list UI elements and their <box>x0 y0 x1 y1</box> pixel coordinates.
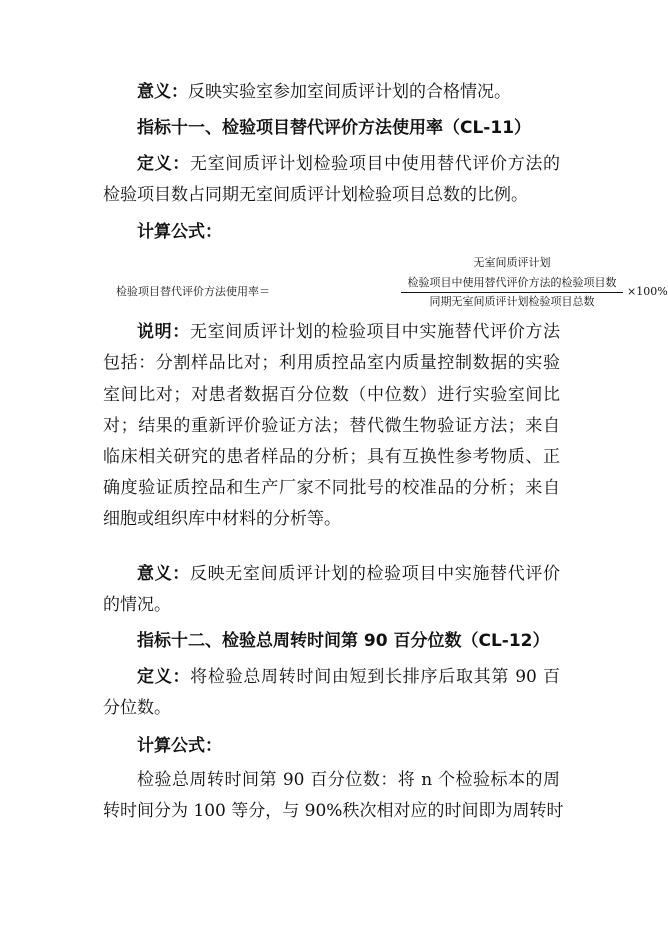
formula-multiplier: ×100% <box>627 285 668 298</box>
indicator-11-heading: 指标十一、检验项目替代评价方法使用率（CL-11） <box>137 118 532 138</box>
significance-text: 反映实验室参加室间质评计划的合格情况。 <box>188 82 511 102</box>
significance-11-line-1 <box>137 564 560 584</box>
note-line-1 <box>137 322 560 342</box>
significance-text: 反映无室间质评计划的检验项目中实施替代评价 <box>189 564 561 584</box>
body-12-line-2: 转时间分为 100 等分，与 90%秩次相对应的时间即为周转时 <box>103 801 564 821</box>
definition-text: 无室间质评计划检验项目中使用替代评价方法的 <box>189 154 561 174</box>
note-line-3: 室间比对；对患者数据百分位数（中位数）进行实验室间比 <box>103 385 560 405</box>
significance-label: 意义： <box>137 564 190 584</box>
definition-12-line-1 <box>137 667 560 687</box>
formula-label-12: 计算公式： <box>137 736 222 756</box>
note-line-4: 对；结果的重新评价验证方法；替代微生物验证方法；来自 <box>103 416 560 436</box>
note-line-5: 临床相关研究的患者样品的分析；具有互换性参考物质、正 <box>103 447 560 467</box>
note-line-6: 确度验证质控品和生产厂家不同批号的校准品的分析；来自 <box>103 478 560 498</box>
indicator-12-heading: 指标十二、检验总周转时间第 90 百分位数（CL-12） <box>137 631 550 651</box>
formula-block <box>116 252 668 314</box>
definition-12-line-2: 分位数。 <box>103 698 171 718</box>
formula-qualifier: 无室间质评计划 <box>473 256 551 269</box>
formula-fraction-bar <box>401 292 623 293</box>
formula-denominator: 同期无室间质评计划检验项目总数 <box>429 295 595 308</box>
note-line-7: 细胞或组织库中材料的分析等。 <box>103 509 341 529</box>
definition-text: 将检验总周转时间由短到长排序后取其第 90 百 <box>190 667 560 687</box>
definition-label: 定义： <box>137 154 190 174</box>
definition-11-line-1 <box>137 154 560 174</box>
definition-11-line-2: 检验项目数占同期无室间质评计划检验项目总数的比例。 <box>103 185 528 205</box>
note-text: 无室间质评计划的检验项目中实施替代评价方法 <box>189 322 561 342</box>
formula-numerator: 检验项目中使用替代评价方法的检验项目数 <box>407 276 617 289</box>
significance-paragraph-10 <box>137 82 560 102</box>
definition-label: 定义： <box>137 667 191 687</box>
formula-lhs: 检验项目替代评价方法使用率＝ <box>116 285 270 298</box>
significance-11-line-2: 的情况。 <box>103 595 171 615</box>
formula-label-11: 计算公式： <box>137 222 222 242</box>
note-label: 说明： <box>137 322 190 342</box>
body-12-line-1: 检验总周转时间第 90 百分位数：将 n 个检验标本的周 <box>137 770 560 790</box>
significance-label: 意义： <box>137 82 188 102</box>
note-line-2: 包括：分割样品比对；利用质控品室内质量控制数据的实验 <box>103 353 560 373</box>
